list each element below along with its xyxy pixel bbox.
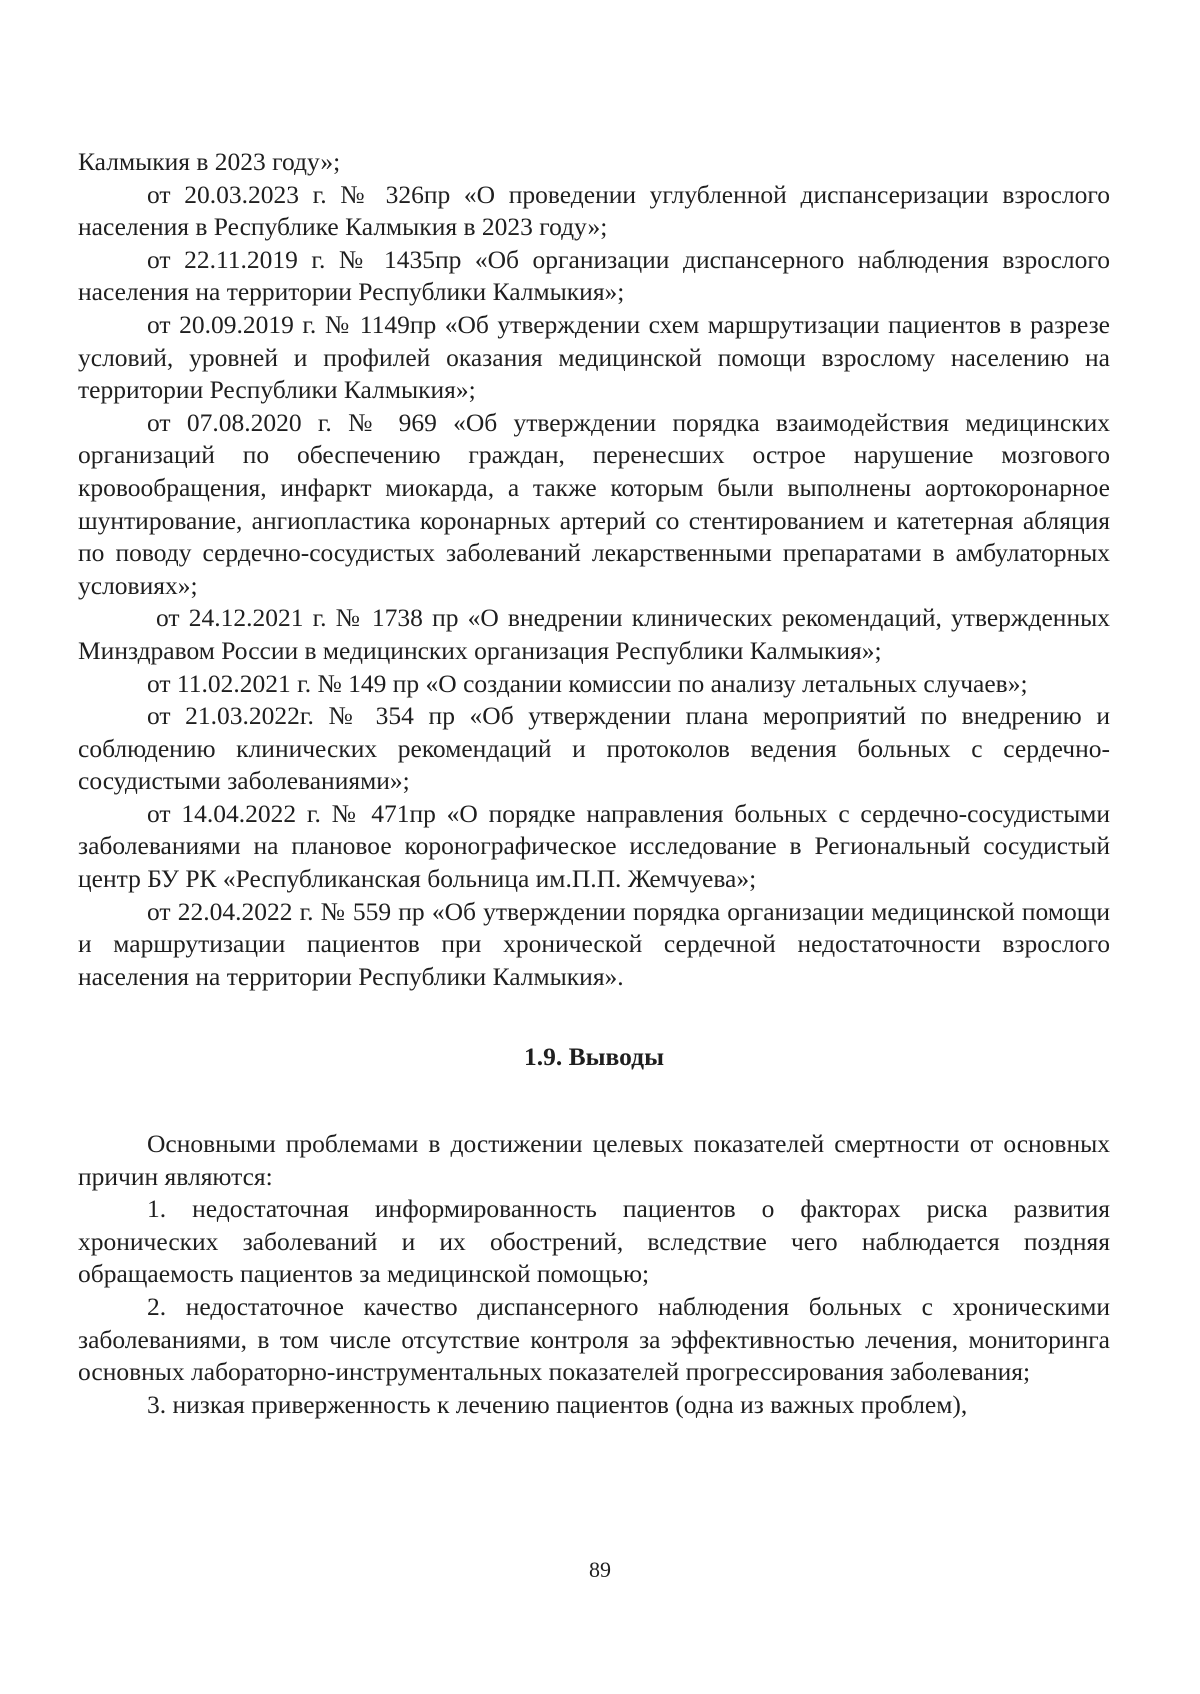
list-item-1: 1. недостаточная информированность пациентов о факторах риска развития хронических заболеваний и их обострений, вследствие чего наблюдается поздняя обращаемость пациентов за медицинской помощью;	[78, 1194, 1110, 1289]
paragraph-order-969: от 07.08.2020 г. № 969 «Об утверждении порядка взаимодействия медицинских организаций по обеспечению граждан, перенесших острое нарушение мозгового кровообращения, инфаркт миокарда, а также которым были выполнены аортокоронарное шунтирование, ангиопластика коронарных артерий со стентированием и катетерная абляция по поводу сердечно-сосудистых заболеваний лекарственными препаратами в амбулаторных условиях»;	[78, 407, 1110, 600]
paragraph-order-326pr: от 20.03.2023 г. № 326пр «О проведении углубленной диспансеризации взрослого населения в Республике Калмыкия в 2023 году»;	[78, 179, 1110, 242]
paragraph-order-149pr: от 11.02.2021 г. № 149 пр «О создании комиссии по анализу летальных случаев»;	[147, 668, 1028, 698]
paragraph-order-1149pr: от 20.09.2019 г. № 1149пр «Об утверждении схем маршрутизации пациентов в разрезе условий, уровней и профилей оказания медицинской помощи взрослому населению на территории Республики Калмыкия»;	[78, 309, 1110, 405]
paragraph-continuation: Калмыкия в 2023 году»;	[78, 147, 341, 176]
document-body	[78, 146, 1110, 1421]
paragraph-order-354pr: от 21.03.2022г. № 354 пр «Об утверждении плана мероприятий по внедрению и соблюдению клинических рекомендаций и протоколов ведения больных с сердечно-сосудистыми заболеваниями»;	[78, 701, 1110, 796]
list-item-3: 3. низкая приверженность к лечению пациентов (одна из важных проблем),	[147, 1389, 968, 1419]
page-number: 89	[589, 1557, 611, 1582]
paragraph-order-559pr: от 22.04.2022 г. № 559 пр «Об утверждении порядка организации медицинской помощи и маршрутизации пациентов при хронической сердечной недостаточности взрослого населения на территории Республики Калмыкия».	[78, 896, 1110, 991]
paragraph-order-471pr: от 14.04.2022 г. № 471пр «О порядке направления больных с сердечно-сосудистыми заболеваниями на плановое коронографическое исследование в Региональный сосудистый центр БУ РК «Республиканская больница им.П.П. Жемчуева»;	[78, 798, 1110, 894]
list-item-2: 2. недостаточное качество диспансерного наблюдения больных с хроническими заболеваниями, в том числе отсутствие контроля за эффективностью лечения, мониторинга основных лабораторно-инструментальных показателей прогрессирования заболевания;	[78, 1292, 1110, 1387]
paragraph-conclusions-intro: Основными проблемами в достижении целевых показателей смертности от основных причин являются:	[78, 1129, 1110, 1191]
paragraph-order-1738pr: от 24.12.2021 г. № 1738 пр «О внедрении клинических рекомендаций, утвержденных Минздравом России в медицинских организация Республики Калмыкия»;	[78, 603, 1110, 665]
section-heading: 1.9. Выводы	[524, 1042, 664, 1072]
paragraph-order-1435pr: от 22.11.2019 г. № 1435пр «Об организации диспансерного наблюдения взрослого населения на территории Республики Калмыкия»;	[78, 244, 1110, 307]
